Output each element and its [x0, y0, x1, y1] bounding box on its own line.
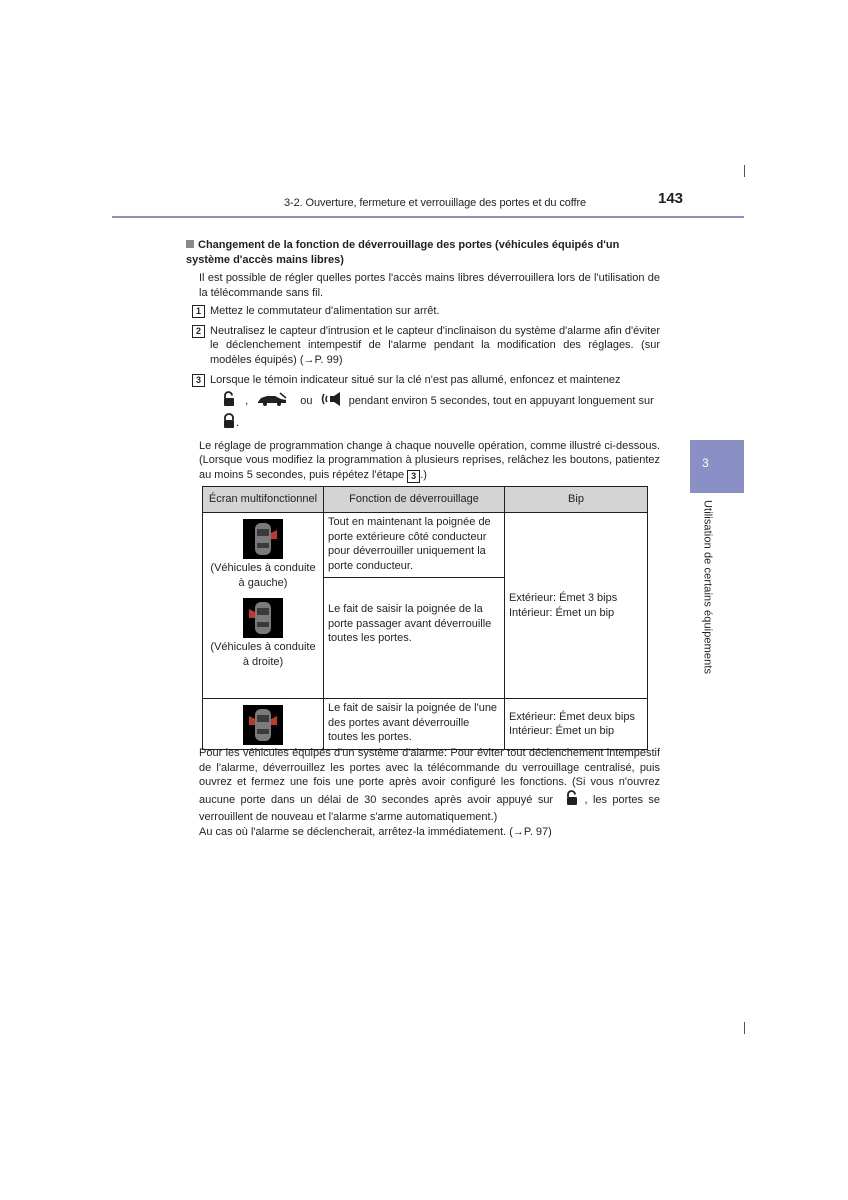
unlock-function-table	[202, 486, 648, 750]
table-header: Bip	[505, 487, 648, 513]
car-screen-icon	[243, 519, 283, 559]
table-header: Fonction de déverrouillage	[324, 487, 505, 513]
unlock-icon	[565, 790, 579, 811]
chapter-tab	[690, 440, 744, 493]
crop-mark-top	[744, 165, 745, 177]
table-header: Écran multifonctionnel	[203, 487, 324, 513]
car-screen-icon	[243, 598, 283, 638]
section-bullet	[186, 240, 194, 248]
beep-cell: Extérieur: Émet deux bips Intérieur: Émet un bip	[505, 699, 648, 750]
header-rule	[112, 216, 744, 218]
page-number: 143	[658, 190, 684, 207]
screen-label: (Véhicules à conduite à droite)	[210, 641, 316, 668]
crop-mark-bottom	[744, 1022, 745, 1034]
programming-paragraph: Le réglage de programmation change à chaque nouvelle opération, comme illustré ci-dessous. (Lorsque vous modifiez la programmation à plusieurs reprises, relâchez les boutons, patientez au moins 5 secondes, puis répétez l'étape 3 .)	[199, 439, 660, 481]
function-cell: Tout en maintenant la poignée de porte extérieure côté conducteur pour déverrouiller uniquement la porte conducteur.	[324, 513, 505, 578]
step-text: Neutralisez le capteur d'intrusion et le capteur d'inclinaison du système d'alarme afin d'éviter le déclenchement intempestif de l'alarme pendant la modification des réglages. (sur modèles équipés) (→P. 99)	[210, 324, 660, 366]
alarm-note: Pour les véhicules équipés d'un système d'alarme: Pour éviter tout déclenchement intempestif de l'alarme, déverrouillez les portes avec la télécommande du verrouillage centralisé, puis ouvrez et fermez une fois une porte après avoir configuré les fonctions. (Si vous n'ouvrez aucune porte dans un délai de 30 secondes après avoir appuyé sur , les portes se verrouillent de nouveau et l'alarme s'arme automatiquement.) Au cas où l'alarme se déclencherait, arrêtez-la immédiatement. (→P. 97)	[199, 747, 661, 838]
car-screen-icon	[243, 705, 283, 745]
step-3: 3 Lorsque le témoin indicateur situé sur la clé n'est pas allumé, enfoncez et maintenez , ou pendant environ 5 secondes, tout en appuyant longuement sur .	[186, 373, 660, 434]
step-2	[186, 324, 660, 368]
alarm-stop-note: Au cas où l'alarme se déclencherait, arrêtez-la immédiatement. (→P. 97)	[199, 825, 552, 838]
chapter-number: 3	[702, 456, 709, 470]
screen-cell	[203, 699, 324, 750]
table-row	[203, 699, 648, 750]
step-ref-box: 3	[407, 470, 420, 483]
screen-label: (Véhicules à conduite à gauche)	[210, 562, 316, 589]
panic-icon	[320, 391, 346, 412]
section-heading: Changement de la fonction de déverrouillage des portes (véhicules équipés d'un système d'accès mains libres)	[186, 239, 620, 266]
beep-cell: Extérieur: Émet 3 bips Intérieur: Émet un bip	[505, 513, 648, 699]
lock-icon	[222, 413, 236, 434]
step-1	[186, 304, 660, 319]
step-number: 2	[192, 325, 205, 338]
unlock-icon	[222, 391, 236, 412]
trunk-icon	[257, 392, 287, 411]
table-header-row	[203, 487, 648, 513]
step-text: Mettez le commutateur d'alimentation sur arrêt.	[210, 305, 440, 317]
screen-cell	[203, 513, 324, 699]
function-cell: Le fait de saisir la poignée de la porte passager avant déverrouille toutes les portes.	[324, 578, 505, 699]
chapter-side-title: Utilisation de certains équipements	[701, 500, 714, 675]
function-cell: Le fait de saisir la poignée de l'une des portes avant déverrouille toutes les portes.	[324, 699, 505, 750]
running-header: 3-2. Ouverture, fermeture et verrouillage des portes et du coffre	[284, 197, 587, 209]
intro-paragraph: Il est possible de régler quelles portes l'accès mains libres déverrouillera lors de l'utilisation de la télécommande sans fil.	[199, 272, 660, 299]
table-row	[203, 513, 648, 578]
step-number: 3	[192, 374, 205, 387]
step-text: Lorsque le témoin indicateur situé sur la clé n'est pas allumé, enfoncez et maintenez	[210, 374, 621, 386]
main-content	[186, 238, 660, 483]
step-number: 1	[192, 305, 205, 318]
